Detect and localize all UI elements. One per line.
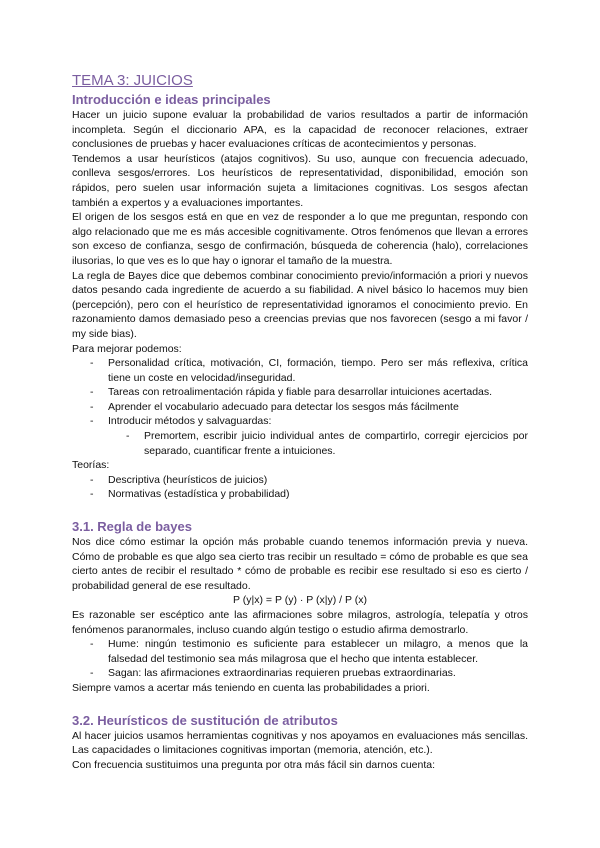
list-item: - Introducir métodos y salvaguardas: bbox=[90, 415, 272, 428]
intro-paragraph-2: Tendemos a usar heurísticos (atajos cognitivos). Su uso, aunque con frecuencia adecuado, conlleva sesgos/errores. Los heurísticos de representatividad, disponibilidad, emoción son rápidos, pero suelen usar información sujeta a limitaciones cognitivas. Los sesgos afectan también a expertos y a evaluaciones importantes. bbox=[72, 152, 528, 209]
list-item: - Descriptiva (heurísticos de juicios) bbox=[90, 473, 268, 486]
bayes-paragraph-3: Siempre vamos a acertar más teniendo en cuenta las probabilidades a priori. bbox=[72, 681, 430, 694]
bayes-list bbox=[72, 637, 528, 681]
bayes-paragraph-1: Nos dice cómo estimar la opción más probable cuando tenemos información previa y nueva. Cómo de probable es que algo sea cierto tras recibir un resultado = cómo de probable es que sea cierto antes de recibir el resultado * cómo de probable es recibir ese resultado si eso es cierto / probabilidad general de ese resultado. bbox=[72, 536, 528, 592]
list-item: - Aprender el vocabulario adecuado para detectar los sesgos más fácilmente bbox=[90, 400, 459, 413]
list-item: - Personalidad crítica, motivación, CI, formación, tiempo. Pero ser más reflexiva, crítica tiene un coste en velocidad/inseguridad. bbox=[90, 357, 528, 384]
bayes-heading: 3.1. Regla de bayes bbox=[72, 519, 192, 535]
page-title: TEMA 3: JUICIOS bbox=[72, 72, 193, 89]
heuristics-paragraph-1: Al hacer juicios usamos herramientas cognitivas y nos apoyamos en evaluaciones más sencillas. Las capacidades o limitaciones cognitivas importan (memoria, atención, etc.). bbox=[72, 729, 528, 757]
bayes-paragraph-2: Es razonable ser escéptico ante las afirmaciones sobre milagros, astrología, telepatía y otros fenómenos paranormales, incluso cuando algún testigo o estudio afirma demostrarlo. bbox=[72, 609, 528, 636]
list-item: - Hume: ningún testimonio es suficiente para establecer un milagro, a menos que la falsedad del testimonio sea más milagrosa que el hecho que intenta establecer. bbox=[90, 638, 528, 665]
list-item: - Normativas (estadística y probabilidad) bbox=[90, 488, 290, 501]
intro-paragraph-1: Hacer un juicio supone evaluar la probabilidad de varios resultados a partir de información incompleta. Según el diccionario APA, es la capacidad de reconocer relaciones, extraer conclusiones de pruebas y hacer evaluaciones críticas de acontecimientos y personas. bbox=[72, 109, 528, 151]
theories-list bbox=[72, 473, 528, 502]
theories-label: Teorías: bbox=[72, 459, 110, 472]
intro-heading: Introducción e ideas principales bbox=[72, 92, 271, 107]
heuristics-heading: 3.2. Heurísticos de sustitución de atributos bbox=[72, 712, 338, 728]
intro-paragraph-3: El origen de los sesgos está en que en vez de responder a lo que me preguntan, respondo con algo relacionado que me es más accesible cognitivamente. Otros fenómenos que llevan a errores son exceso de confianza, sesgo de confirmación, búsqueda de coherencia (halo), correlaciones ilusorias, lo que ves es lo que hay o ignorar el tamaño de la muestra. bbox=[72, 211, 528, 267]
sub-list-item: - Premortem, escribir juicio individual antes de compartirlo, corregir ejercicios por separado, cuantificar frente a intuiciones. bbox=[126, 430, 528, 457]
improve-label: Para mejorar podemos: bbox=[72, 342, 182, 355]
intro-paragraph-4: La regla de Bayes dice que debemos combinar conocimiento previo/información a priori y nuevos datos pesando cada ingrediente de acuerdo a su fiabilidad. A nivel básico lo hacemos muy bien (percepción), pero con el heurístico de representatividad ignoramos el conocimiento previo. En razonamiento damos demasiado peso a creencias previas que nos favorecen (sesgo a mi favor / my side bias). bbox=[72, 269, 528, 340]
improve-list bbox=[72, 356, 528, 458]
bayes-formula: P (y|x) = P (y) · P (x|y) / P (x) bbox=[233, 594, 367, 607]
list-item: - Tareas con retroalimentación rápida y fiable para desarrollar intuiciones acertadas. bbox=[90, 386, 493, 399]
heuristics-paragraph-2: Con frecuencia sustituimos una pregunta por otra más fácil sin darnos cuenta: bbox=[72, 758, 436, 771]
list-item: - Sagan: las afirmaciones extraordinarias requieren pruebas extraordinarias. bbox=[90, 667, 456, 680]
